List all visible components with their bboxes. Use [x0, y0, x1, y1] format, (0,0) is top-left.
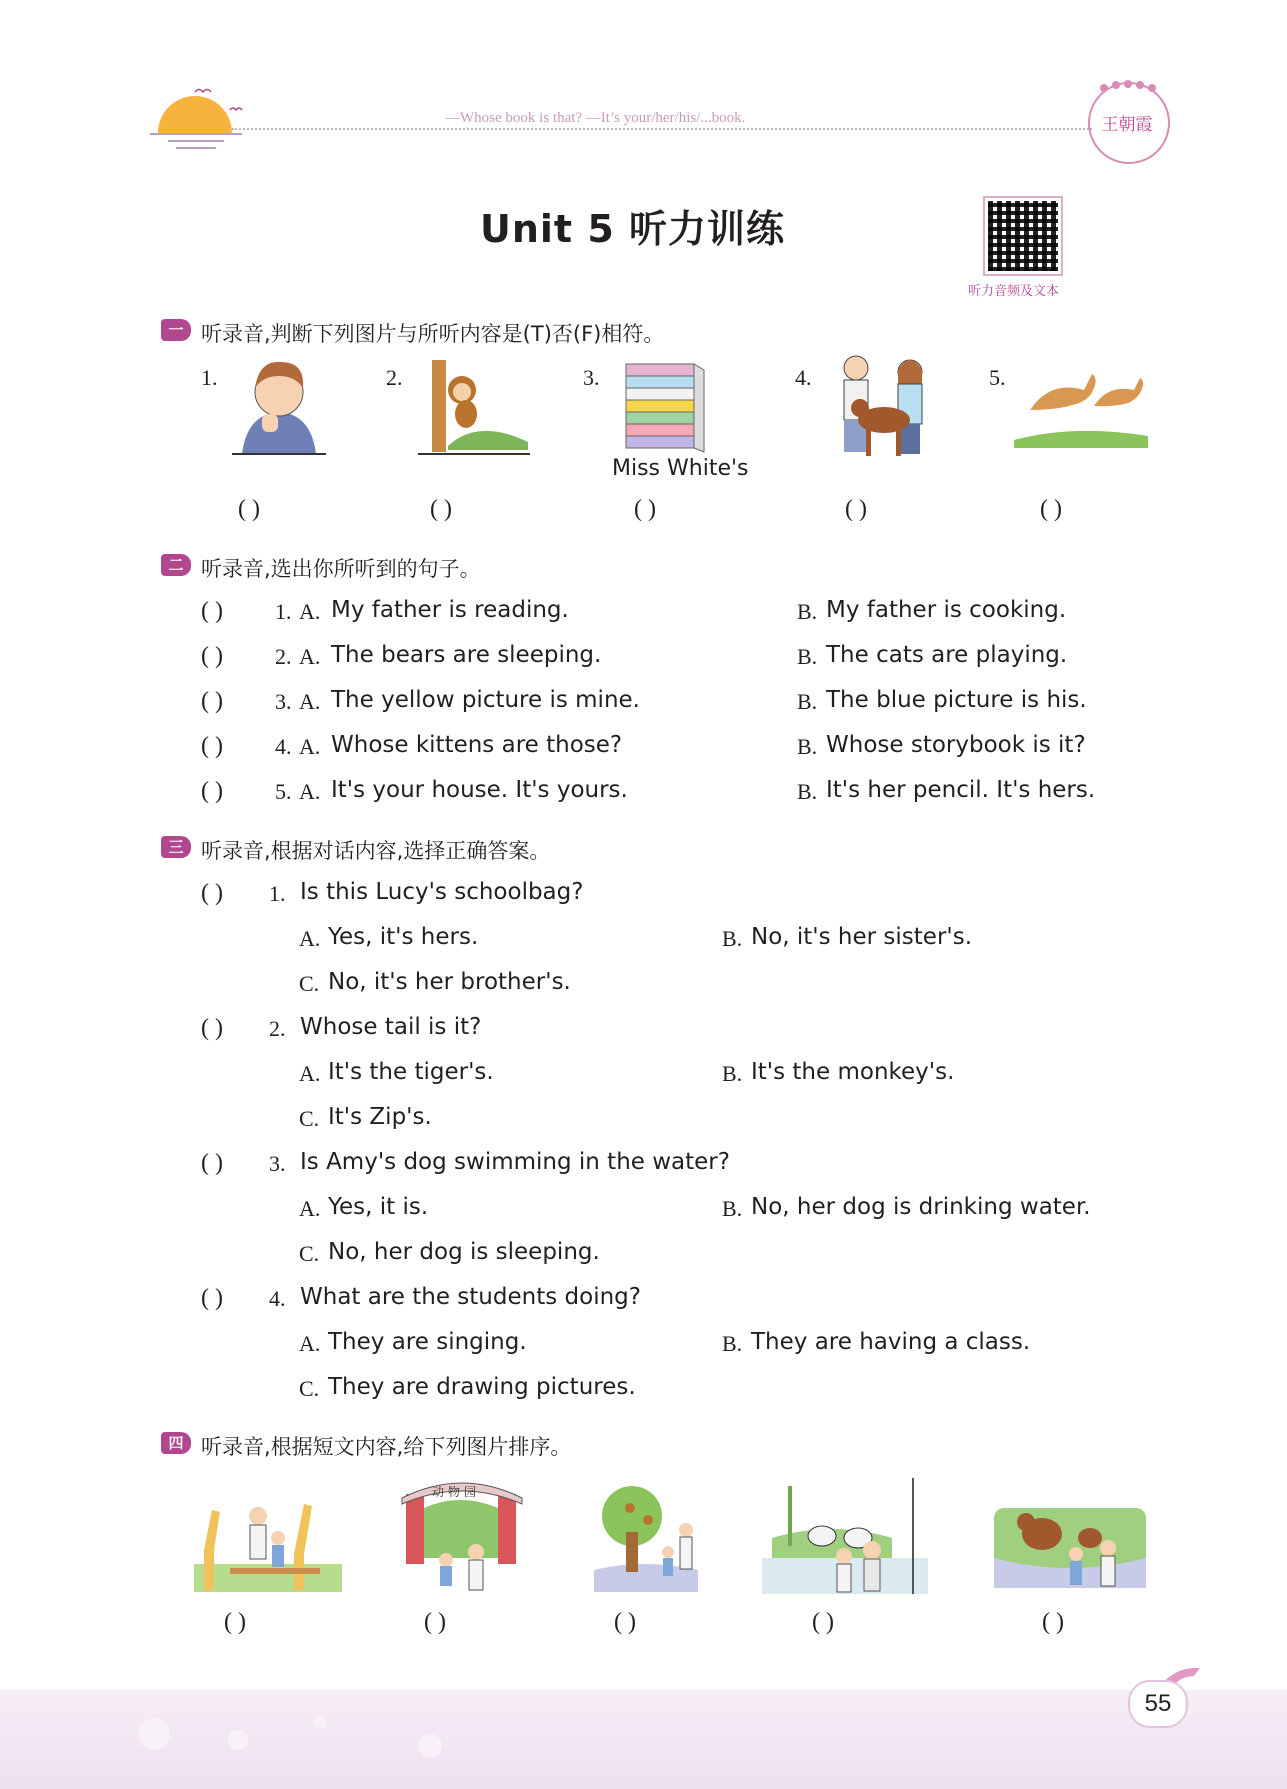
monkey-tree-picture — [590, 1482, 702, 1594]
s1-item-1-number: 1. — [201, 365, 218, 390]
s3-item-4-question: What are the students doing? — [300, 1284, 641, 1310]
s2-item-4-b-label: B. — [797, 734, 818, 759]
s3-item-2-option-b: It's the monkey's. — [751, 1059, 955, 1085]
s3-item-4-answer-blank[interactable]: ( ) — [201, 1285, 223, 1311]
s1-item-2-answer-blank[interactable]: ( ) — [430, 496, 452, 522]
section-1-instruction: 听录音,判断下列图片与所听内容是(T)否(F)相符。 — [201, 322, 665, 346]
s3-item-3-question: Is Amy's dog swimming in the water? — [300, 1149, 730, 1175]
qr-caption: 听力音频及文本 — [968, 284, 1060, 299]
s2-item-2-option-b: The cats are playing. — [826, 642, 1068, 668]
s4-picture-3-answer-blank[interactable]: ( ) — [614, 1609, 636, 1635]
s3-item-1-option-b: No, it's her sister's. — [751, 924, 973, 950]
s2-item-1-answer-blank[interactable]: ( ) — [201, 598, 223, 624]
giraffes-zoo-picture — [194, 1480, 342, 1592]
s2-item-5-answer-blank[interactable]: ( ) — [201, 778, 223, 804]
s3-item-1-option-a: Yes, it's hers. — [328, 924, 479, 950]
s4-picture-2-answer-blank[interactable]: ( ) — [424, 1609, 446, 1635]
s2-item-2-b-label: B. — [797, 644, 818, 669]
running-title: —Whose book is that? —It’s your/her/his/...book. — [445, 110, 746, 126]
s3-item-3-b-label: B. — [722, 1196, 743, 1221]
s3-item-4-b-label: B. — [722, 1331, 743, 1356]
s2-item-5-b-label: B. — [797, 779, 818, 804]
s4-picture-1-answer-blank[interactable]: ( ) — [224, 1609, 246, 1635]
s3-item-3-c-label: C. — [299, 1241, 320, 1266]
s3-item-2-option-a: It's the tiger's. — [328, 1059, 494, 1085]
s1-item-5-number: 5. — [989, 365, 1006, 390]
sun-underline — [150, 133, 242, 135]
section-2-instruction: 听录音,选出你所听到的句子。 — [201, 557, 481, 581]
s2-item-1-b-label: B. — [797, 599, 818, 624]
s3-item-4-c-label: C. — [299, 1376, 320, 1401]
s3-item-2-question: Whose tail is it? — [300, 1014, 482, 1040]
s3-item-4-option-c: They are drawing pictures. — [328, 1374, 636, 1400]
birds-icon — [190, 82, 250, 122]
s2-item-3-number: 3. — [275, 689, 292, 714]
section-3-tag: 三 — [161, 836, 191, 858]
s2-item-2-option-a: The bears are sleeping. — [331, 642, 602, 668]
s3-item-3-option-c: No, her dog is sleeping. — [328, 1239, 600, 1265]
publisher-logo-text: 王朝霞 — [1101, 115, 1153, 135]
s3-item-1-a-label: A. — [299, 926, 321, 951]
s2-item-4-answer-blank[interactable]: ( ) — [201, 733, 223, 759]
s1-item-4-number: 4. — [795, 365, 812, 390]
s3-item-4-option-a: They are singing. — [328, 1329, 527, 1355]
s3-item-2-option-c: It's Zip's. — [328, 1104, 432, 1130]
qr-code-icon[interactable] — [985, 198, 1061, 274]
s3-item-3-a-label: A. — [299, 1196, 321, 1221]
s3-item-2-a-label: A. — [299, 1061, 321, 1086]
s3-item-3-option-a: Yes, it is. — [328, 1194, 429, 1220]
s3-item-3-answer-blank[interactable]: ( ) — [201, 1150, 223, 1176]
section-4-tag: 四 — [161, 1432, 191, 1454]
monkey-on-tree-icon — [418, 356, 530, 456]
s2-item-1-a-label: A. — [299, 599, 321, 624]
s3-item-1-option-c: No, it's her brother's. — [328, 969, 571, 995]
s1-item-3-answer-blank[interactable]: ( ) — [634, 496, 656, 522]
section-4-instruction: 听录音,根据短文内容,给下列图片排序。 — [201, 1435, 572, 1459]
header-divider — [232, 128, 1092, 130]
s2-item-3-option-a: The yellow picture is mine. — [331, 687, 640, 713]
s3-item-3-option-b: No, her dog is drinking water. — [751, 1194, 1091, 1220]
s2-item-4-option-b: Whose storybook is it? — [826, 732, 1086, 758]
s3-item-2-number: 2. — [269, 1016, 286, 1041]
zoo-gate-sign: 动物园 — [432, 1485, 481, 1499]
s1-item-4-answer-blank[interactable]: ( ) — [845, 496, 867, 522]
s2-item-4-option-a: Whose kittens are those? — [331, 732, 623, 758]
kangaroos-icon — [1010, 360, 1152, 452]
s2-item-3-a-label: A. — [299, 689, 321, 714]
sun-underline-2 — [168, 140, 224, 142]
s3-item-1-c-label: C. — [299, 971, 320, 996]
s2-item-2-a-label: A. — [299, 644, 321, 669]
s3-item-4-number: 4. — [269, 1286, 286, 1311]
s1-item-3-number: 3. — [583, 365, 600, 390]
sun-underline-3 — [176, 147, 216, 149]
s3-item-2-b-label: B. — [722, 1061, 743, 1086]
s1-item-1-answer-blank[interactable]: ( ) — [238, 496, 260, 522]
s4-picture-5-answer-blank[interactable]: ( ) — [1042, 1609, 1064, 1635]
s2-item-5-a-label: A. — [299, 779, 321, 804]
s2-item-5-option-a: It's your house. It's yours. — [331, 777, 628, 803]
s1-item-5-answer-blank[interactable]: ( ) — [1040, 496, 1062, 522]
s4-picture-4-answer-blank[interactable]: ( ) — [812, 1609, 834, 1635]
s2-item-1-option-b: My father is cooking. — [826, 597, 1067, 623]
s3-item-2-c-label: C. — [299, 1106, 320, 1131]
bears-picture — [990, 1488, 1150, 1592]
s2-item-3-option-b: The blue picture is his. — [826, 687, 1087, 713]
section-1-tag: 一 — [161, 319, 191, 341]
s2-item-1-option-a: My father is reading. — [331, 597, 569, 623]
s1-item-2-number: 2. — [386, 365, 403, 390]
s3-item-4-a-label: A. — [299, 1331, 321, 1356]
section-3-instruction: 听录音,根据对话内容,选择正确答案。 — [201, 839, 551, 863]
s3-item-1-answer-blank[interactable]: ( ) — [201, 880, 223, 906]
s3-item-1-number: 1. — [269, 881, 286, 906]
s3-item-1-b-label: B. — [722, 926, 743, 951]
s2-item-3-b-label: B. — [797, 689, 818, 714]
page-title: Unit 5 听力训练 — [480, 207, 785, 251]
bubble-decoration — [130, 1700, 490, 1780]
s2-item-5-option-b: It's her pencil. It's hers. — [826, 777, 1096, 803]
s3-item-2-answer-blank[interactable]: ( ) — [201, 1015, 223, 1041]
s2-item-4-a-label: A. — [299, 734, 321, 759]
s1-item-3-caption: Miss White's — [612, 456, 749, 481]
s2-item-1-number: 1. — [275, 599, 292, 624]
s2-item-3-answer-blank[interactable]: ( ) — [201, 688, 223, 714]
s2-item-5-number: 5. — [275, 779, 292, 804]
stars-icon — [1096, 78, 1160, 94]
s3-item-3-number: 3. — [269, 1151, 286, 1176]
couple-with-dog-icon — [826, 350, 942, 466]
pandas-picture — [762, 1478, 928, 1594]
section-2-tag: 二 — [161, 554, 191, 576]
s3-item-4-option-b: They are having a class. — [751, 1329, 1031, 1355]
boy-thinking-icon — [232, 356, 326, 456]
stack-of-books-icon — [622, 360, 710, 456]
page-number: 55 — [1128, 1680, 1188, 1728]
s2-item-4-number: 4. — [275, 734, 292, 759]
s3-item-1-question: Is this Lucy's schoolbag? — [300, 879, 584, 905]
s2-item-2-number: 2. — [275, 644, 292, 669]
s2-item-2-answer-blank[interactable]: ( ) — [201, 643, 223, 669]
